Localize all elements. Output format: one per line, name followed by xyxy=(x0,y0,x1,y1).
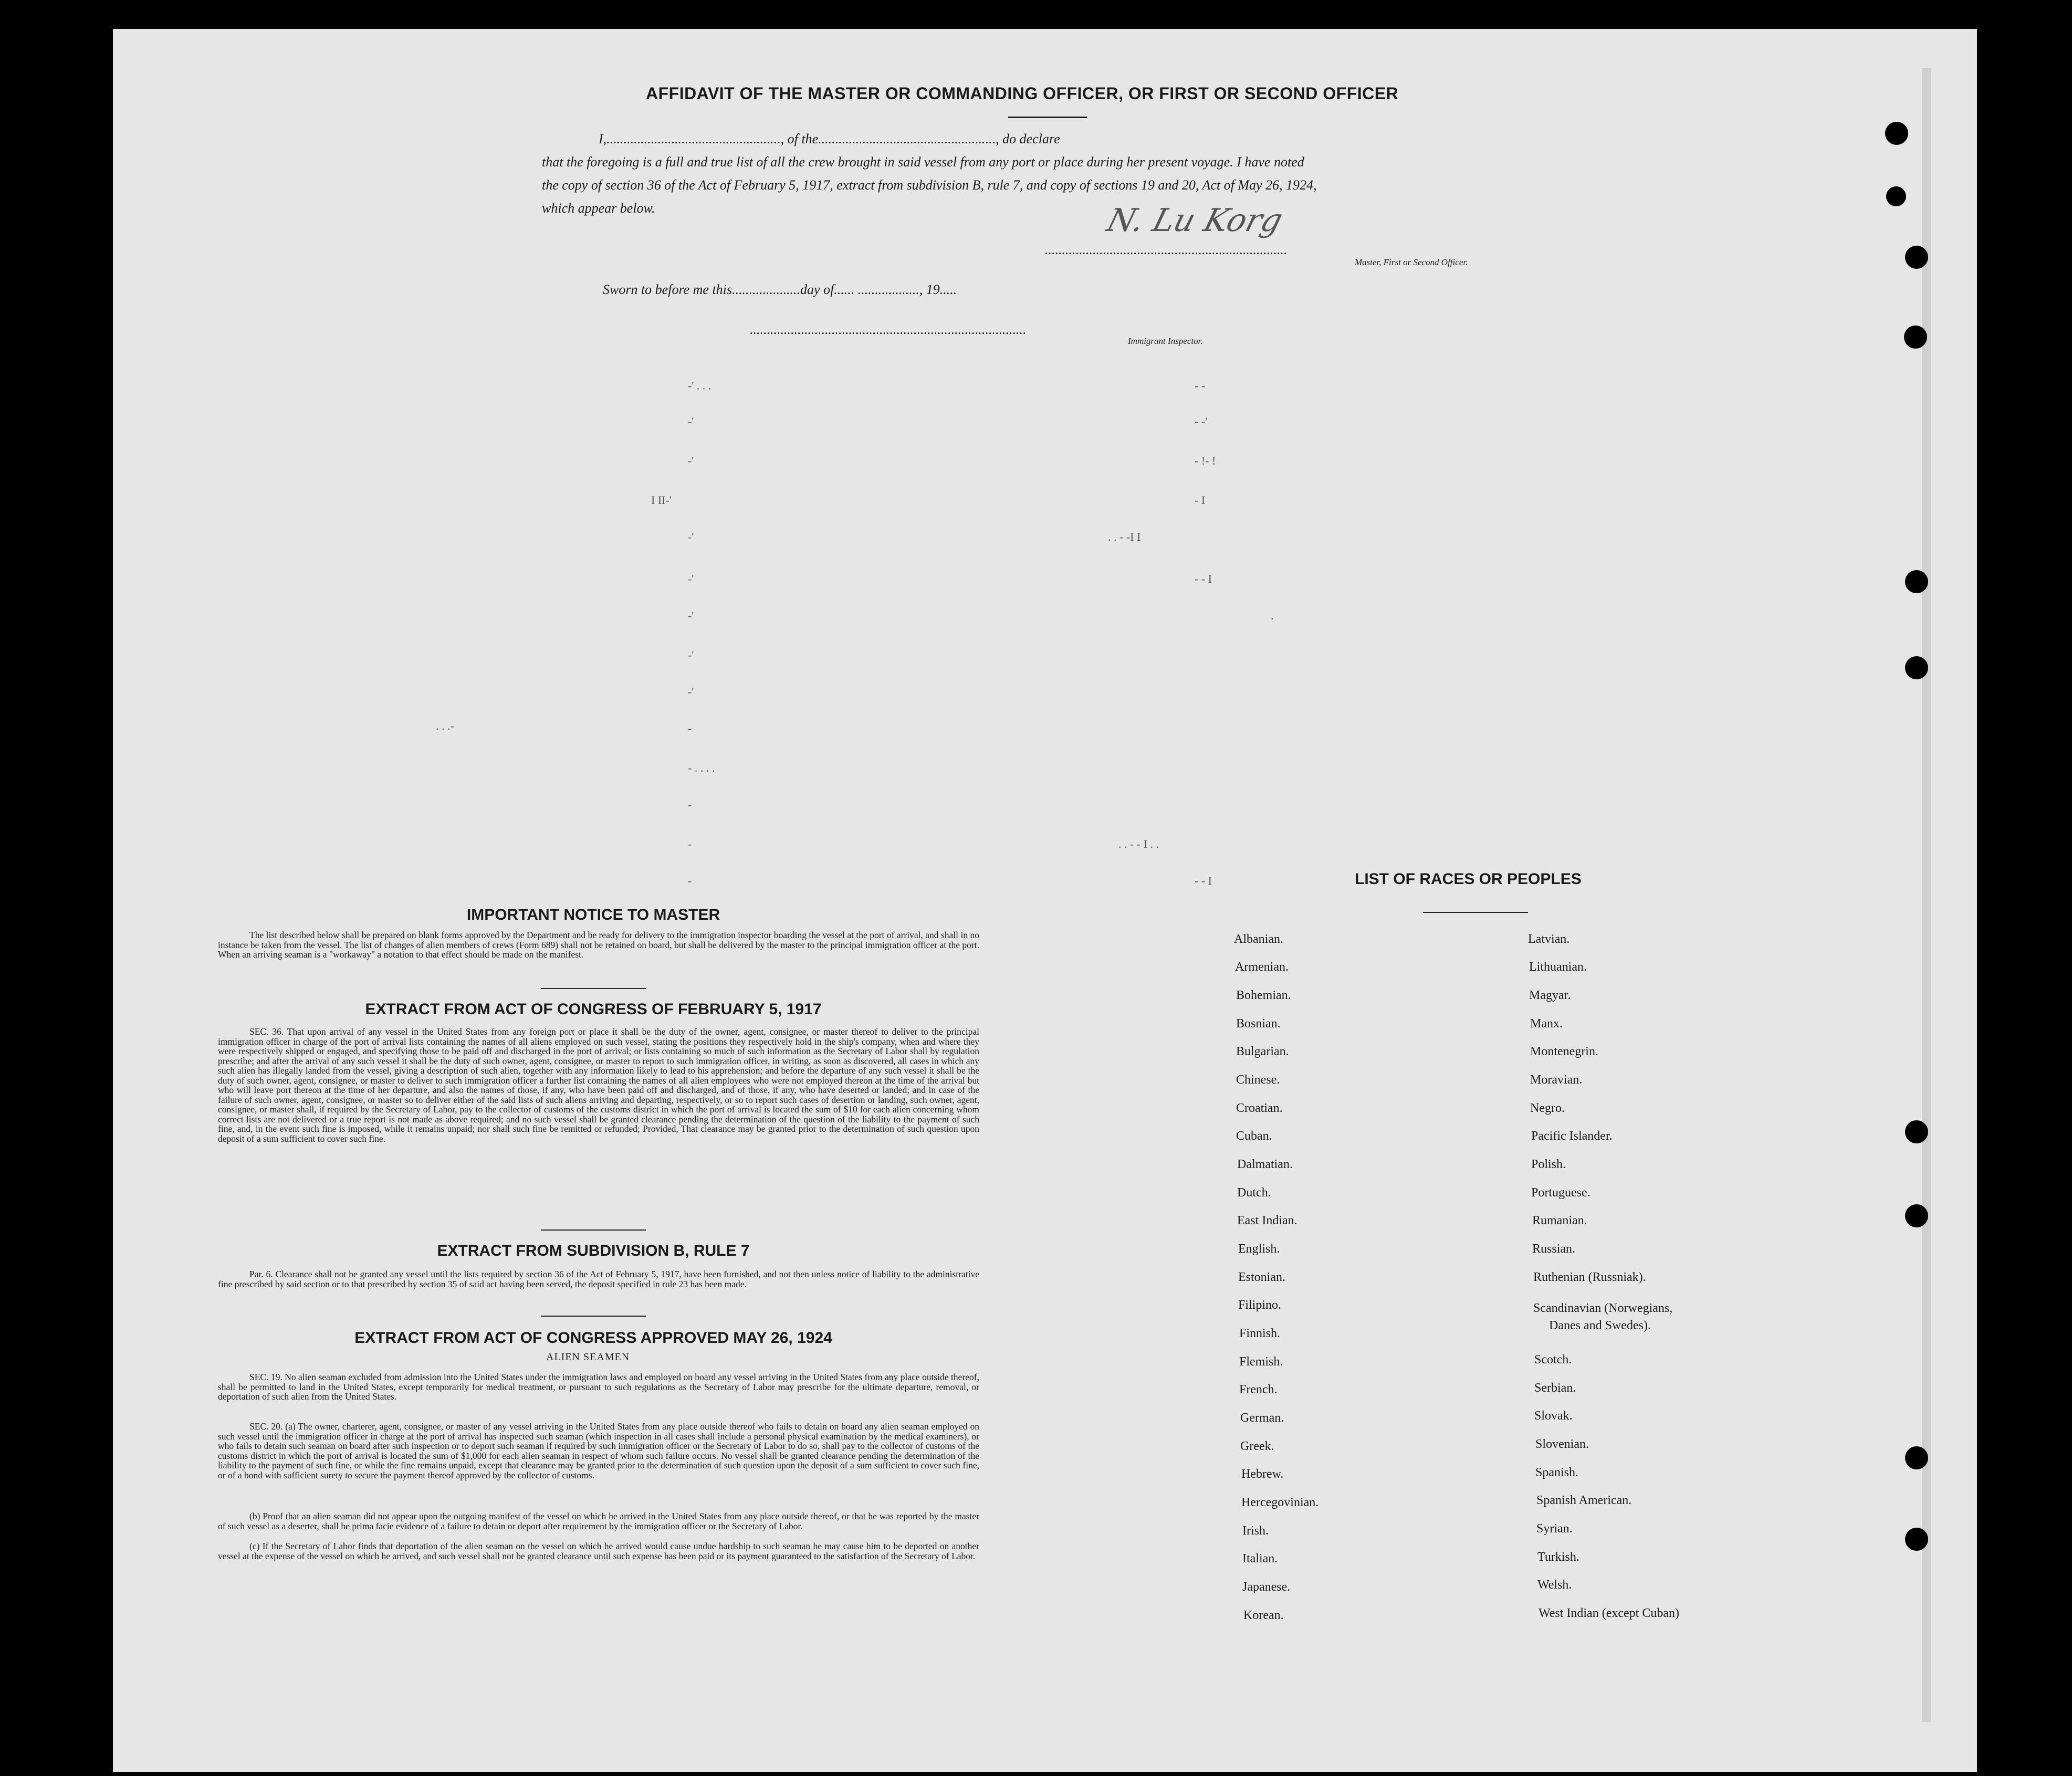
race-item: Slovenian. xyxy=(1535,1437,1589,1451)
binder-hole xyxy=(1886,186,1906,206)
extract-1917-text: SEC. 36. That upon arrival of any vessel in the United States from any foreign port or place it shall be the duty of the owner, agent, consignee, or master thereof to deliver to the principal immigration officer in charge of the port of arrival lists containing the names of all aliens employed on such vessel, stating the positions they respectively hold in the ship's company, when and where they were respectively shipped or engaged, and specifying those to be paid off and discharged in the port of arrival; or lists containing so much of such information as the Secretary of Labor shall by regulation prescribe; and after the arrival of any such vessel it shall be the duty of such owner, agent, consignee, or master to report to such immigration officer, in writing, as soon as discovered, all cases in which any such alien has illegally landed from the vessel, giving a description of such alien, together with any information likely to lead to his apprehension; and before the departure of any such vessel it shall be the duty of such owner, agent, consignee, or master to deliver to such immigration officer a further list containing the names of all alien employees who were not employed thereon at the time of the arrival but who will leave port thereon at the time of her departure, and also the names of those, if any, who have been paid off and discharged, and of those, if any, who have deserted or landed; and in case of the failure of such owner, agent, consignee, or master so to deliver either of the said lists of such aliens arriving and departing, respectively, or so to report such cases of desertion or landing, such owner, agent, consignee, or master shall, if required by the Secretary of Labor, pay to the collector of customs of the customs district in which the port of arrival is located the sum of $10 for each alien concerning whom correct lists are not delivered or a true report is not made as above required; and no such vessel shall be granted clearance pending the determination of the question of the liability to the payment of such fine, and, in the event such fine is imposed, while it remains unpaid; nor shall such fine be remitted or refunded; Provided, That clearance may be granted prior to the determination of such question upon deposit of a sum sufficient to cover such fine. xyxy=(218,1026,979,1144)
ruling-mark: - . . . . xyxy=(688,761,715,774)
binder-hole xyxy=(1904,325,1927,349)
ruling-mark: . . - - I . . xyxy=(1118,837,1159,850)
ruling-mark: -' . . . xyxy=(688,379,711,392)
ruling-mark: -' xyxy=(688,454,694,467)
binder-hole xyxy=(1905,1120,1928,1143)
section-rule xyxy=(541,1229,646,1231)
race-item: Scandinavian (Norwegians, xyxy=(1533,1301,1673,1315)
page-edge-shadow xyxy=(1922,68,1931,1722)
ruling-mark: - - xyxy=(1195,379,1206,392)
race-item: Lithuanian. xyxy=(1529,960,1587,974)
ruling-mark: I II-' xyxy=(651,493,672,507)
ruling-mark: -' xyxy=(688,648,694,661)
title-rule xyxy=(1008,117,1087,118)
section-rule xyxy=(541,988,646,989)
notice-title: IMPORTANT NOTICE TO MASTER xyxy=(466,906,720,923)
ruling-mark: -' xyxy=(688,572,694,585)
extract-1924-sec20b: (b) Proof that an alien seaman did not appear upon the outgoing manifest of the vessel on which he arrived in the United States from any place outside thereof, or that he was reported by the master of such vessel as a deserter, shall be prima facie evidence of a failure to detain or deport after requirement by the immigration officer or the Secretary of Labor. xyxy=(218,1511,979,1531)
race-item: Turkish. xyxy=(1537,1550,1579,1564)
extract-rule7-text: Par. 6. Clearance shall not be granted any vessel until the lists required by section 36 of the Act of February 5, 1917, have been furnished, and not then unless notice of liability to the administrative fine prescribed by said section or to that prescribed by section 35 of said act having been served, the deposit specified in rule 23 has been made. xyxy=(218,1269,979,1289)
ruling-mark: -' xyxy=(688,609,694,622)
race-item: Spanish American. xyxy=(1536,1494,1632,1507)
race-item: Dalmatian. xyxy=(1237,1158,1293,1171)
ruling-mark: - xyxy=(688,722,692,735)
ruling-mark: - - I xyxy=(1195,572,1212,585)
race-item: Montenegrin. xyxy=(1530,1045,1598,1058)
race-item: Korean. xyxy=(1243,1609,1284,1622)
race-item: Greek. xyxy=(1240,1439,1274,1453)
race-item: Bosnian. xyxy=(1236,1017,1281,1031)
race-item: Albanian. xyxy=(1234,932,1283,946)
binder-hole xyxy=(1905,1204,1928,1227)
ruling-mark: . . .- xyxy=(436,719,454,732)
race-item: Bohemian. xyxy=(1236,989,1291,1002)
ruling-mark: - I xyxy=(1195,493,1206,507)
race-item: Scotch. xyxy=(1534,1353,1572,1367)
binder-hole xyxy=(1885,122,1908,145)
affidavit-title: AFFIDAVIT OF THE MASTER OR COMMANDING OFFICER, OR FIRST OR SECOND OFFICER xyxy=(646,84,1399,103)
race-item: Portuguese. xyxy=(1531,1186,1590,1200)
race-item: Irish. xyxy=(1242,1524,1269,1538)
race-item: Japanese. xyxy=(1242,1580,1291,1594)
document-sheet xyxy=(113,29,1977,1772)
ruling-mark: -' xyxy=(688,530,694,543)
ruling-mark: -' xyxy=(688,685,694,698)
race-item: English. xyxy=(1238,1242,1280,1256)
race-item: German. xyxy=(1240,1411,1284,1425)
races-rule xyxy=(1423,912,1528,913)
handwritten-signature: N. Lu Korg xyxy=(1103,202,1287,239)
race-item: Serbian. xyxy=(1534,1381,1576,1395)
ruling-mark: - - I xyxy=(1195,874,1212,887)
race-item: Manx. xyxy=(1530,1017,1563,1031)
race-item: Syrian. xyxy=(1536,1522,1573,1536)
extract-1924-sec20c: (c) If the Secretary of Labor finds that deportation of the alien seaman on the vessel on which he arrived would cause undue hardship to such seaman he may cause him to be deported on another vessel at the expense of the vessel on which he arrived, and such vessel shall not be granted clearance until such expense has been paid or its payment guaranteed to the satisfaction of the Secretary of Labor. xyxy=(218,1541,979,1561)
race-item: Welsh. xyxy=(1537,1578,1572,1592)
race-item: Moravian. xyxy=(1530,1073,1583,1087)
race-item: Spanish. xyxy=(1535,1466,1579,1479)
binder-hole xyxy=(1905,246,1928,269)
race-item: Flemish. xyxy=(1239,1355,1283,1369)
ruling-mark: - xyxy=(688,837,692,850)
ruling-mark: - xyxy=(688,874,692,887)
race-item: Russian. xyxy=(1532,1242,1576,1256)
race-item: West Indian (except Cuban) xyxy=(1539,1606,1679,1620)
inspector-caption: Immigrant Inspector. xyxy=(1128,336,1203,346)
affidavit-line-2: that the foregoing is a full and true list of all the crew brought in said vessel from any port or place during her present voyage. I have noted xyxy=(542,154,1304,170)
ruling-mark: . . - -I I xyxy=(1108,530,1141,543)
sworn-line: Sworn to before me this....................day of...... .................., 19..... xyxy=(603,282,957,297)
race-item: Dutch. xyxy=(1237,1186,1271,1200)
race-item: Finnish. xyxy=(1239,1327,1281,1340)
affidavit-line-4: which appear below. xyxy=(542,201,655,216)
race-item: Rumanian. xyxy=(1532,1214,1587,1227)
race-item: Pacific Islander. xyxy=(1531,1129,1613,1143)
extract-1917-title: EXTRACT FROM ACT OF CONGRESS OF FEBRUARY 5, 1917 xyxy=(365,1001,822,1018)
signature-line: ....................................................................... xyxy=(1045,242,1288,257)
extract-1924-title: EXTRACT FROM ACT OF CONGRESS APPROVED MAY 26, 1924 xyxy=(354,1329,832,1347)
extract-rule7-title: EXTRACT FROM SUBDIVISION B, RULE 7 xyxy=(437,1242,750,1259)
race-item: Estonian. xyxy=(1238,1270,1285,1284)
binder-hole xyxy=(1905,1528,1928,1551)
binder-hole xyxy=(1905,570,1928,593)
race-item: Cuban. xyxy=(1236,1129,1272,1143)
race-item: Hebrew. xyxy=(1241,1467,1284,1481)
affidavit-line-3: the copy of section 36 of the Act of February 5, 1917, extract from subdivision B, rule 7, and copy of sections 19 and 20, Act of May 26, 1924, xyxy=(542,177,1317,193)
race-item: Slovak. xyxy=(1534,1409,1573,1423)
ruling-mark: - !- ! xyxy=(1195,454,1216,467)
race-item: Italian. xyxy=(1242,1552,1278,1565)
signature-caption: Master, First or Second Officer. xyxy=(1355,257,1468,267)
ruling-mark: . xyxy=(1271,609,1274,622)
race-item-continuation: Danes and Swedes). xyxy=(1549,1319,1651,1332)
section-rule xyxy=(541,1316,646,1317)
ruling-mark: -' xyxy=(688,415,694,428)
race-item: East Indian. xyxy=(1237,1214,1297,1227)
race-item: Armenian. xyxy=(1235,960,1289,974)
race-item: Latvian. xyxy=(1528,932,1570,946)
race-item: Polish. xyxy=(1531,1158,1566,1171)
affidavit-line-1: I,..................................................., of the...................................................., do declare xyxy=(599,131,1060,146)
race-item: Bulgarian. xyxy=(1236,1045,1289,1058)
race-item: French. xyxy=(1239,1383,1278,1396)
inspector-line: ................................................................................. xyxy=(750,322,1027,337)
binder-hole xyxy=(1905,1446,1928,1469)
race-item: Hercegovinian. xyxy=(1241,1496,1319,1509)
race-item: Ruthenian (Russniak). xyxy=(1533,1270,1646,1284)
ruling-mark: - xyxy=(688,798,692,811)
extract-1924-sec19: SEC. 19. No alien seaman excluded from admission into the United States under the immigration laws and employed on board any vessel arriving in the United States from any place outside thereof, shall be permitted to land in the United States, except temporarily for medical treatment, or pursuant to such regulations as the Secretary of Labor may prescribe for the ultimate departure, removal, or deportation of such alien from the United States. xyxy=(218,1372,979,1402)
race-item: Filipino. xyxy=(1238,1298,1282,1312)
race-item: Magyar. xyxy=(1529,989,1571,1002)
extract-1924-subtitle: ALIEN SEAMEN xyxy=(546,1351,630,1363)
ruling-mark: - -' xyxy=(1195,415,1208,428)
binder-hole xyxy=(1905,656,1928,679)
race-item: Chinese. xyxy=(1236,1073,1280,1087)
notice-text: The list described below shall be prepared on blank forms approved by the Department and be ready for delivery to the immigration inspector boarding the vessel at the port of arrival, and shall in no instance be taken from the vessel. The list of changes of alien members of crews (Form 689) shall not be retained on board, but shall be delivered by the master to the principal immigration officer at the port. When an arriving seaman is a "workaway" a notation to that effect should be made on the manifest. xyxy=(218,930,979,960)
extract-1924-sec20a: SEC. 20. (a) The owner, charterer, agent, consignee, or master of any vessel arriving in the United States from any place outside thereof who fails to detain on board any alien seaman employed on such vessel until the immigration officer in charge at the port of arrival has inspected such seaman (which inspection in all cases shall include a personal physical examination by the medical examiners), or who fails to detain such seaman on board after such inspection or to deport such seaman if required by such immigration officer or the Secretary of Labor to do so, shall pay to the collector of customs of the customs district in which the port of arrival is located the sum of $1,000 for each alien seaman in respect of whom such failure occurs. No vessel shall be granted clearance pending the determination of the liability to the payment of such fine, or while the fine remains unpaid, except that clearance may be granted prior to the determination of such question upon the deposit of a sum sufficient to cover such fine, or of a bond with sufficient surety to secure the payment thereof approved by the collector of customs. xyxy=(218,1421,979,1480)
race-item: Croatian. xyxy=(1236,1101,1283,1115)
race-item: Negro. xyxy=(1530,1101,1565,1115)
races-title: LIST OF RACES OR PEOPLES xyxy=(1355,870,1582,888)
